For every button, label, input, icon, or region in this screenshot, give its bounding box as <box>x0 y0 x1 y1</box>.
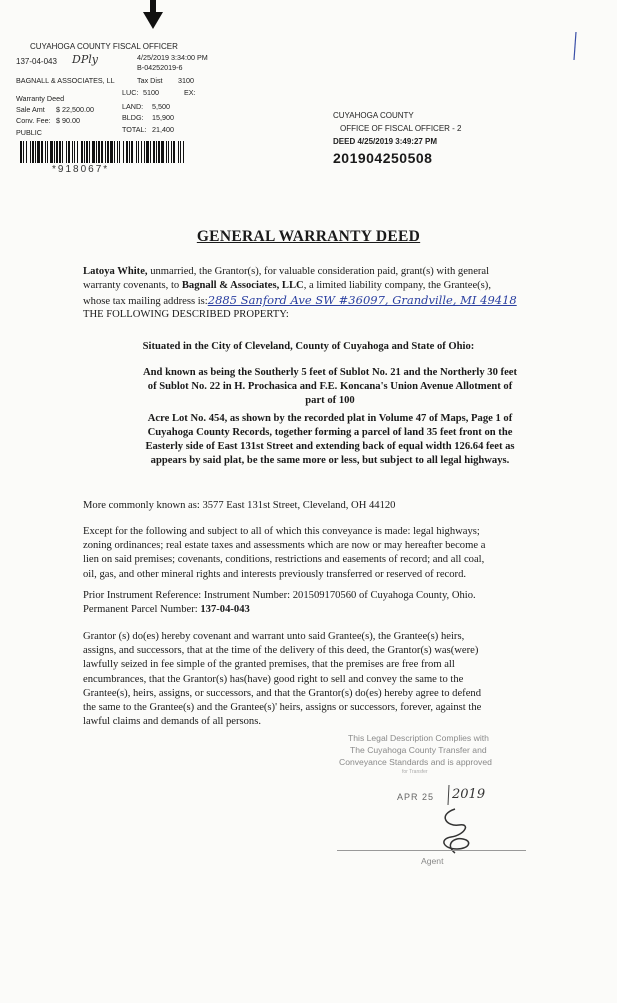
handwritten-address: 2885 Sanford Ave SW #36097, Grandville, MI 49418 <box>207 293 517 308</box>
covenant-line: lawfully seized in fee simple of the granted premises, that the premises are free from all <box>83 659 455 671</box>
stamp-public: PUBLIC <box>16 128 42 137</box>
recorder-county: CUYAHOGA COUNTY <box>333 111 414 120</box>
ppn-label: Permanent Parcel Number: <box>83 604 201 616</box>
barcode <box>20 141 190 163</box>
approval-date-stamp: APR 25 <box>397 792 435 802</box>
stamp-land: 5,500 <box>152 102 170 111</box>
stamp-office: CUYAHOGA COUNTY FISCAL OFFICER <box>30 42 178 51</box>
prior-line: Prior Instrument Reference: Instrument Number: 201509170560 of Cuyahoga County, Ohio. <box>83 590 476 601</box>
stamp-conv-fee-label: Conv. Fee: <box>16 116 51 125</box>
recorder-office: OFFICE OF FISCAL OFFICER - 2 <box>340 124 462 133</box>
intro-line-2: warranty covenants, to <box>83 280 182 292</box>
stamp-tax-dist: 3100 <box>178 76 194 85</box>
stamp-grantee: BAGNALL & ASSOCIATES, LL <box>16 76 115 85</box>
except-line: lien on said premises; covenants, conditions, restrictions and easements of record; and all coal, <box>83 554 485 566</box>
date-slash <box>447 785 450 805</box>
prior-instrument <box>83 589 583 617</box>
stamp-luc-label: LUC: <box>122 88 139 97</box>
agent-label: Agent <box>421 856 444 866</box>
covenant-line: Grantor (s) do(es) hereby covenant and warrant unto said Grantee(s), the Grantee(s) heirs, <box>83 631 465 642</box>
except-line: zoning ordinances; real estate taxes and assessments which are now or may hereafter become a <box>83 540 486 552</box>
covenant-line: Grantee(s), heirs, assigns, or successors, and that the Grantor(s) do(es) hereby agree to defend <box>83 687 482 699</box>
covenant-line: assigns, and successors, that at the time of the delivery of this deed, the Grantor(s) was(were) <box>83 645 479 657</box>
legal-line: part of 100 <box>305 395 355 407</box>
legal-description <box>0 366 617 468</box>
stamp-tax-dist-label: Tax Dist <box>137 76 163 85</box>
approval-line: The Cuyahoga County Transfer and <box>350 745 487 755</box>
stamp-initials: DPly <box>72 53 98 66</box>
covenant-line: encumbrances, that the Grantor(s) has(have) good right to sell and convey the same to the <box>83 673 464 685</box>
page-title: GENERAL WARRANTY DEED <box>196 228 421 245</box>
covenant-paragraph <box>83 630 583 729</box>
stamp-conv-fee: $ 90.00 <box>56 116 80 125</box>
stamp-doc-type: Warranty Deed <box>16 94 65 103</box>
stamp-sale-amt: $ 22,500.00 <box>56 105 94 114</box>
covenant-line: the same to the Grantee(s) and the Grantee(s)' heirs, assigns or successors, forever, against the <box>83 702 482 714</box>
recorder-deed-line: DEED 4/25/2019 3:49:27 PM <box>333 137 438 146</box>
approval-line: Conveyance Standards and is approved <box>339 757 492 767</box>
agent-line <box>337 850 526 851</box>
arrow-mark-icon <box>142 0 164 30</box>
pen-mark <box>573 32 577 62</box>
stamp-datetime: 4/25/2019 3:34:00 PM <box>137 53 208 62</box>
stamp-parcel: 137-04-043 <box>16 57 57 66</box>
legal-line: of Sublot No. 22 in H. Prochasica and F.E. Koncana's Union Avenue Allotment of <box>147 381 513 393</box>
stamp-total-label: TOTAL: <box>122 125 147 134</box>
grantor-name: Latoya White, <box>83 266 148 277</box>
stamp-bldg-label: BLDG: <box>122 113 144 122</box>
intro-line-2b: , a limited liability company, the Grantee(s), <box>303 280 491 292</box>
situated-line: Situated in the City of Cleveland, County of Cuyahoga and State of Ohio: <box>142 341 475 352</box>
stamp-sale-amt-label: Sale Amt <box>16 105 45 114</box>
except-line: Except for the following and subject to all of which this conveyance is made: legal highways; <box>83 526 480 537</box>
grantee-name: Bagnall & Associates, LLC <box>181 280 304 292</box>
barcode-text: *918067* <box>52 164 110 175</box>
stamp-luc: 5100 <box>143 88 159 97</box>
legal-line: And known as being the Southerly 5 feet of Sublot No. 21 and the Northerly 30 feet <box>142 367 518 378</box>
stamp-total: 21,400 <box>152 125 174 134</box>
intro-line-4: THE FOLLOWING DESCRIBED PROPERTY: <box>83 308 289 320</box>
legal-line: Acre Lot No. 454, as shown by the recorded plat in Volume 47 of Maps, Page 1 of <box>147 412 513 424</box>
ppn-value: 137-04-043 <box>200 604 250 616</box>
stamp-doc-no: B-04252019-6 <box>137 63 183 72</box>
covenant-line: lawful claims and demands of all persons. <box>83 716 261 728</box>
legal-line: Cuyahoga County Records, together forming a parcel of land 35 feet front on the <box>147 426 513 438</box>
legal-line: appears by said plat, be the same more or less, but subject to all legal highways. <box>150 455 510 467</box>
except-line: oil, gas, and other mineral rights and interests previously transferred or reserved of record. <box>83 568 467 580</box>
intro-paragraph <box>83 265 563 322</box>
legal-line: Easterly side of East 131st Street and extending back of equal width 126.64 feet as <box>145 441 515 453</box>
stamp-ex-label: EX: <box>184 88 196 97</box>
intro-line-3: whose tax mailing address is: <box>83 296 208 308</box>
intro-line-1: unmarried, the Grantor(s), for valuable consideration paid, grant(s) with general <box>147 266 490 277</box>
stamp-bldg: 15,900 <box>152 113 174 122</box>
except-paragraph <box>83 525 583 582</box>
approval-line: This Legal Description Complies with <box>348 733 489 743</box>
recorder-number: 201904250508 <box>333 150 433 166</box>
barcode-bar <box>184 141 186 163</box>
stamp-land-label: LAND: <box>122 102 144 111</box>
approval-line: for Transfer <box>402 769 428 775</box>
known-as-line: More commonly known as: 3577 East 131st Street, Cleveland, OH 44120 <box>83 500 396 511</box>
approval-date-hand: 2019 <box>452 787 486 802</box>
